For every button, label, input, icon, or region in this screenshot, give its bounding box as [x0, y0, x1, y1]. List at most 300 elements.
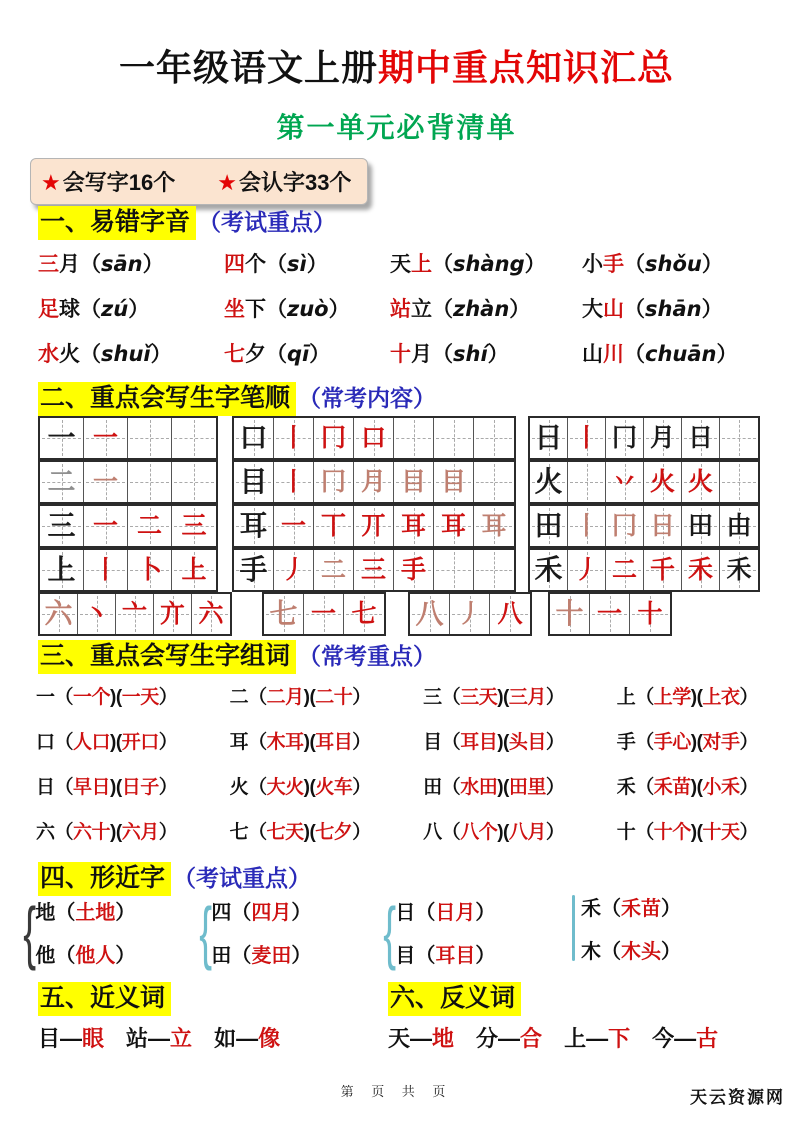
stroke-cell	[354, 462, 394, 502]
stroke-cell	[304, 594, 344, 634]
watermark-text: 天云资源网	[690, 1088, 785, 1107]
head-char: 八	[423, 822, 442, 843]
stroke-cell	[434, 506, 474, 546]
stroke-glyph: 一	[92, 467, 118, 496]
word-char: 月	[411, 343, 432, 366]
word-char: 下	[245, 298, 266, 321]
stroke-cell	[128, 506, 172, 546]
word-char: 立	[411, 298, 432, 321]
section6-title: 六、反义词	[388, 982, 521, 1016]
section5-heading	[38, 978, 171, 1014]
stroke-cell	[354, 418, 394, 458]
antonym-item: 今—古	[652, 1026, 719, 1051]
word-char: 夕	[245, 343, 266, 366]
section2-heading	[38, 378, 436, 414]
model-char-cell	[530, 506, 568, 546]
head-char: 田	[423, 777, 442, 798]
stats-box	[30, 158, 368, 205]
word-char: 月	[59, 253, 80, 276]
model-char-cell	[410, 594, 450, 634]
head-char: 日	[36, 777, 55, 798]
pinyin-text: shān	[645, 297, 702, 321]
stroke-cell	[172, 462, 216, 502]
lookalike-pair-rows	[581, 892, 681, 964]
word-building-row	[36, 682, 758, 709]
stroke-order-grid	[528, 460, 760, 504]
stroke-glyph: 一	[47, 422, 76, 453]
stroke-glyph: 一	[92, 511, 118, 540]
curly-brace-icon: {	[383, 893, 397, 971]
stroke-cell	[78, 594, 116, 634]
stroke-cell	[354, 550, 394, 590]
star-icon: ★	[217, 170, 237, 195]
word-building-entry: 手（手心)(对手）	[616, 732, 758, 753]
pinyin-annotation: （sān）	[80, 252, 164, 276]
word-char: 手	[603, 253, 624, 276]
stroke-glyph: 丌	[360, 511, 386, 540]
section5-title: 五、近义词	[38, 982, 171, 1016]
word-building-entry: 口（人口)(开口）	[36, 732, 178, 753]
stroke-order-grid	[38, 548, 218, 592]
stroke-cell	[720, 506, 758, 546]
stroke-cell	[720, 462, 758, 502]
word-char: 小	[582, 253, 603, 276]
word-1: 上学	[653, 687, 691, 708]
page-title	[0, 40, 793, 91]
pinyin-annotation: （sì）	[266, 252, 328, 276]
compound-word: 禾苗	[621, 898, 661, 920]
word-2: 开口	[121, 732, 159, 753]
synonym-item: 站—立	[126, 1026, 193, 1051]
stroke-glyph: 七	[351, 599, 377, 628]
stroke-glyph: 十	[555, 598, 584, 629]
stroke-glyph: 八	[497, 599, 523, 628]
word-building-entry: 上（上学)(上衣）	[616, 687, 758, 708]
word-2: 十天	[702, 822, 740, 843]
antonym-item: 上—下	[564, 1026, 631, 1051]
stroke-cell	[630, 594, 670, 634]
star-icon: ★	[41, 170, 61, 195]
section1-heading	[38, 202, 336, 238]
word-char: 三	[38, 253, 59, 276]
lookalike-entry: 他（他人）	[35, 945, 136, 967]
word-building-entry: 六（六十)(六月）	[36, 822, 178, 843]
word-1: 手心	[653, 732, 691, 753]
item-left: 天	[388, 1026, 411, 1051]
model-char-cell	[40, 550, 84, 590]
word-char: 坐	[224, 298, 245, 321]
pinyin-text: qī	[287, 342, 310, 366]
pinyin-word	[582, 338, 757, 368]
head-char: 口	[36, 732, 55, 753]
word-building-entry: 禾（禾苗)(小禾）	[616, 777, 758, 798]
word-2: 三月	[508, 687, 546, 708]
word-1: 七天	[266, 822, 304, 843]
stroke-glyph: 上	[181, 555, 207, 584]
word-building-row	[36, 727, 758, 754]
pinyin-word	[38, 338, 224, 368]
stroke-glyph: 丷	[611, 467, 637, 496]
head-char: 目	[423, 732, 442, 753]
stroke-cell	[354, 506, 394, 546]
head-char: 他	[35, 945, 56, 967]
stroke-glyph: 冂	[611, 423, 637, 452]
stroke-cell	[84, 462, 128, 502]
lookalike-entry: 地（土地）	[35, 902, 136, 924]
stroke-glyph: 三	[47, 510, 76, 541]
stroke-glyph: 亣	[159, 599, 185, 628]
word-building-entry: 十（十个)(十天）	[616, 822, 758, 843]
stroke-glyph: 日	[649, 511, 675, 540]
pinyin-annotation: （chuān）	[624, 342, 738, 366]
stroke-cell	[84, 506, 128, 546]
stroke-glyph: 手	[400, 555, 426, 584]
word-1: 人口	[73, 732, 111, 753]
section2-note: （常考内容）	[298, 385, 437, 411]
word-char: 上	[411, 253, 432, 276]
compound-word: 麦田	[251, 945, 292, 967]
item-right: 地	[432, 1026, 455, 1051]
stroke-cell	[394, 418, 434, 458]
section3-heading	[38, 636, 436, 672]
word-char: 个	[245, 253, 266, 276]
pinyin-word	[390, 248, 582, 278]
word-1: 一个	[73, 687, 111, 708]
word-char: 七	[224, 343, 245, 366]
item-left: 站	[126, 1026, 149, 1051]
section1-note: （考试重点）	[198, 209, 337, 235]
word-building-entry: 火（大火)(火车）	[229, 777, 371, 798]
head-char: 地	[35, 902, 56, 924]
stroke-cell	[128, 462, 172, 502]
stroke-cell	[434, 550, 474, 590]
stroke-glyph: 耳	[440, 511, 466, 540]
pinyin-text: shuǐ	[101, 342, 151, 366]
model-char-cell	[530, 418, 568, 458]
model-char-cell	[234, 418, 274, 458]
model-char-cell	[530, 550, 568, 590]
pinyin-text: chuān	[645, 342, 717, 366]
pinyin-text: shàng	[453, 252, 525, 276]
antonym-item: 天—地	[388, 1026, 455, 1051]
stroke-cell	[606, 462, 644, 502]
stroke-glyph: 千	[649, 555, 675, 584]
model-char-cell	[234, 550, 274, 590]
head-char: 目	[395, 945, 416, 967]
stroke-glyph: 口	[239, 422, 268, 453]
item-right: 像	[258, 1026, 281, 1051]
stroke-glyph: 一	[92, 423, 118, 452]
stroke-glyph: 火	[649, 467, 675, 496]
stroke-cell	[644, 418, 682, 458]
stroke-order-grid	[38, 416, 218, 460]
stroke-cell	[314, 418, 354, 458]
word-2: 火车	[315, 777, 353, 798]
word-building-entry: 日（早日)(日子）	[36, 777, 178, 798]
model-char-cell	[40, 506, 84, 546]
stroke-glyph: 一	[596, 599, 622, 628]
stroke-glyph: 冂	[320, 423, 346, 452]
word-char: 十	[390, 343, 411, 366]
stroke-order-grid	[408, 592, 532, 636]
word-2: 小禾	[702, 777, 740, 798]
lookalike-pair	[383, 892, 496, 972]
head-char: 七	[229, 822, 249, 843]
word-1: 早日	[73, 777, 111, 798]
head-char: 耳	[229, 732, 249, 753]
pinyin-word	[38, 293, 224, 323]
stroke-glyph: 月	[649, 423, 675, 452]
stroke-cell	[394, 550, 434, 590]
word-char: 站	[390, 298, 411, 321]
pinyin-row	[38, 338, 757, 368]
stroke-order-grid	[528, 416, 760, 460]
word-char: 足	[38, 298, 59, 321]
pinyin-word	[38, 248, 224, 278]
unit-subtitle: 第一单元必背清单	[276, 112, 517, 143]
section1-title: 一、易错字音	[38, 206, 196, 240]
word-2: 上衣	[702, 687, 740, 708]
stroke-cell	[314, 506, 354, 546]
stroke-glyph: 丨	[573, 511, 599, 540]
lookalike-entry: 目（耳目）	[395, 945, 496, 967]
stroke-cell	[434, 462, 474, 502]
vertical-line-icon	[572, 895, 575, 961]
stroke-cell	[128, 550, 172, 590]
pinyin-row	[38, 248, 757, 278]
head-char: 六	[36, 822, 55, 843]
word-2: 一天	[121, 687, 159, 708]
model-char-cell	[264, 594, 304, 634]
pinyin-text: shǒu	[645, 252, 702, 276]
stroke-cell	[314, 550, 354, 590]
stroke-cell	[154, 594, 192, 634]
stroke-cell	[344, 594, 384, 634]
item-right: 古	[696, 1026, 719, 1051]
stroke-glyph: 二	[611, 555, 637, 584]
word-char: 天	[390, 253, 411, 276]
synonym-item: 目—眼	[38, 1026, 105, 1051]
stroke-glyph: 丿	[573, 555, 599, 584]
word-2: 八月	[508, 822, 546, 843]
section6-heading	[388, 978, 521, 1014]
stroke-glyph: 冂	[611, 511, 637, 540]
section4-note: （考试重点）	[173, 865, 312, 891]
stroke-glyph: 三	[181, 511, 207, 540]
stroke-cell	[606, 418, 644, 458]
stroke-glyph: 丨	[573, 423, 599, 452]
section4-heading	[38, 858, 311, 894]
word-2: 六月	[121, 822, 159, 843]
stroke-cell	[720, 418, 758, 458]
item-right: 下	[608, 1026, 631, 1051]
stroke-glyph: 耳	[400, 511, 426, 540]
stroke-cell	[394, 506, 434, 546]
compound-word: 日月	[435, 902, 476, 924]
curly-brace-icon: {	[23, 893, 37, 971]
word-building-row	[36, 772, 758, 799]
stroke-order-grid	[232, 548, 516, 592]
stroke-glyph: 田	[687, 511, 713, 540]
stroke-order-grid	[548, 592, 672, 636]
stroke-order-grid	[232, 460, 516, 504]
model-char-cell	[40, 418, 84, 458]
pinyin-word	[224, 293, 390, 323]
word-1: 禾苗	[653, 777, 691, 798]
pinyin-word	[390, 293, 582, 323]
stroke-cell	[128, 418, 172, 458]
compound-word: 四月	[251, 902, 292, 924]
stroke-cell	[644, 506, 682, 546]
word-building-entry: 八（八个)(八月）	[423, 822, 565, 843]
head-char: 火	[229, 777, 249, 798]
stroke-glyph: 丅	[320, 511, 346, 540]
stroke-cell	[274, 550, 314, 590]
curly-brace-icon: {	[199, 893, 213, 971]
pinyin-annotation: （shàng）	[432, 252, 546, 276]
stroke-glyph: 一	[310, 599, 336, 628]
stroke-glyph: 目	[239, 466, 268, 497]
stroke-glyph: 田	[534, 510, 563, 541]
item-right: 眼	[82, 1026, 105, 1051]
item-left: 如	[214, 1026, 237, 1051]
stroke-cell	[720, 550, 758, 590]
compound-word: 耳目	[435, 945, 476, 967]
compound-word: 木头	[621, 941, 661, 963]
stroke-order-grid	[528, 548, 760, 592]
pinyin-text: zhàn	[453, 297, 510, 321]
stroke-cell	[568, 462, 606, 502]
stroke-order-grid	[262, 592, 386, 636]
stroke-order-grid	[232, 416, 516, 460]
lookalike-pair-rows	[211, 896, 311, 968]
stroke-glyph: 十	[637, 599, 663, 628]
stroke-glyph: 月	[360, 467, 386, 496]
pinyin-word	[390, 338, 582, 368]
synonym-items	[38, 1022, 302, 1053]
stroke-cell	[568, 506, 606, 546]
word-1: 八个	[460, 822, 498, 843]
stroke-glyph: 火	[687, 467, 713, 496]
stroke-glyph: 禾	[687, 555, 713, 584]
head-char: 手	[616, 732, 636, 753]
compound-word: 土地	[75, 902, 116, 924]
head-char: 日	[395, 902, 416, 924]
word-char: 大	[582, 298, 603, 321]
stroke-order-grid	[38, 592, 232, 636]
model-char-cell	[550, 594, 590, 634]
word-building-entry: 田（水田)(田里）	[423, 777, 565, 798]
stats-write-count: 会写字16个	[62, 170, 176, 195]
item-left: 上	[564, 1026, 587, 1051]
stroke-cell	[84, 550, 128, 590]
synonym-item: 如—像	[214, 1026, 281, 1051]
stroke-glyph: 一	[280, 511, 306, 540]
stroke-cell	[682, 462, 720, 502]
page-title-red: 期中重点知识汇总	[378, 47, 675, 88]
stroke-glyph: 由	[726, 511, 752, 540]
model-char-cell	[40, 462, 84, 502]
stroke-cell	[590, 594, 630, 634]
word-char: 山	[603, 298, 624, 321]
head-char: 田	[211, 945, 232, 967]
stroke-glyph: 冂	[320, 467, 346, 496]
stroke-cell	[682, 506, 720, 546]
stroke-cell	[394, 462, 434, 502]
word-char: 山	[582, 343, 603, 366]
pinyin-text: sān	[101, 252, 143, 276]
pinyin-annotation: （shǒu）	[624, 252, 723, 276]
item-left: 今	[652, 1026, 675, 1051]
word-char: 水	[38, 343, 59, 366]
stroke-cell	[568, 418, 606, 458]
stroke-glyph: 手	[239, 554, 268, 585]
stroke-glyph: 丿	[280, 555, 306, 584]
stroke-order-grid	[38, 460, 218, 504]
pinyin-word	[582, 248, 757, 278]
word-char: 球	[59, 298, 80, 321]
lookalike-pair-rows	[395, 896, 495, 968]
stroke-glyph: 目	[400, 467, 426, 496]
stroke-cell	[314, 462, 354, 502]
item-left: 分	[476, 1026, 499, 1051]
item-right: 立	[170, 1026, 193, 1051]
lookalike-pair	[199, 892, 312, 972]
stroke-glyph: 耳	[481, 511, 507, 540]
head-char: 禾	[616, 777, 636, 798]
stroke-glyph: 丨	[280, 423, 306, 452]
section3-note: （常考重点）	[298, 643, 437, 669]
pinyin-word	[582, 293, 757, 323]
stroke-order-grid	[38, 504, 218, 548]
stroke-glyph: 口	[360, 423, 386, 452]
pinyin-annotation: （zú）	[80, 297, 150, 321]
stroke-cell	[434, 418, 474, 458]
word-1: 水田	[460, 777, 498, 798]
stroke-glyph: 八	[415, 598, 444, 629]
word-2: 耳目	[315, 732, 353, 753]
word-building-row	[36, 817, 758, 844]
word-building-entry: 目（耳目)(头目）	[423, 732, 565, 753]
stroke-glyph: 上	[47, 554, 76, 585]
model-char-cell	[234, 506, 274, 546]
stroke-cell	[606, 506, 644, 546]
head-char: 禾	[581, 898, 601, 920]
stroke-cell	[568, 550, 606, 590]
stroke-glyph: 禾	[726, 555, 752, 584]
head-char: 上	[616, 687, 636, 708]
lookalike-entry: 禾（禾苗）	[581, 898, 681, 920]
antonym-item: 分—合	[476, 1026, 543, 1051]
pinyin-word	[224, 338, 390, 368]
stroke-glyph: 丶	[83, 599, 109, 628]
stroke-cell	[682, 550, 720, 590]
word-building-entry: 一（一个)(一天）	[36, 687, 178, 708]
stroke-cell	[274, 462, 314, 502]
model-char-cell	[234, 462, 274, 502]
stroke-cell	[474, 550, 514, 590]
lookalike-entry: 日（日月）	[395, 902, 496, 924]
pinyin-text: shí	[453, 342, 488, 366]
word-1: 二月	[266, 687, 304, 708]
lookalike-pair	[23, 892, 136, 972]
word-2: 头目	[508, 732, 546, 753]
stroke-cell	[644, 550, 682, 590]
stroke-order-grid	[528, 504, 760, 548]
word-2: 七夕	[315, 822, 353, 843]
word-1: 木耳	[266, 732, 304, 753]
stroke-glyph: 二	[320, 555, 346, 584]
